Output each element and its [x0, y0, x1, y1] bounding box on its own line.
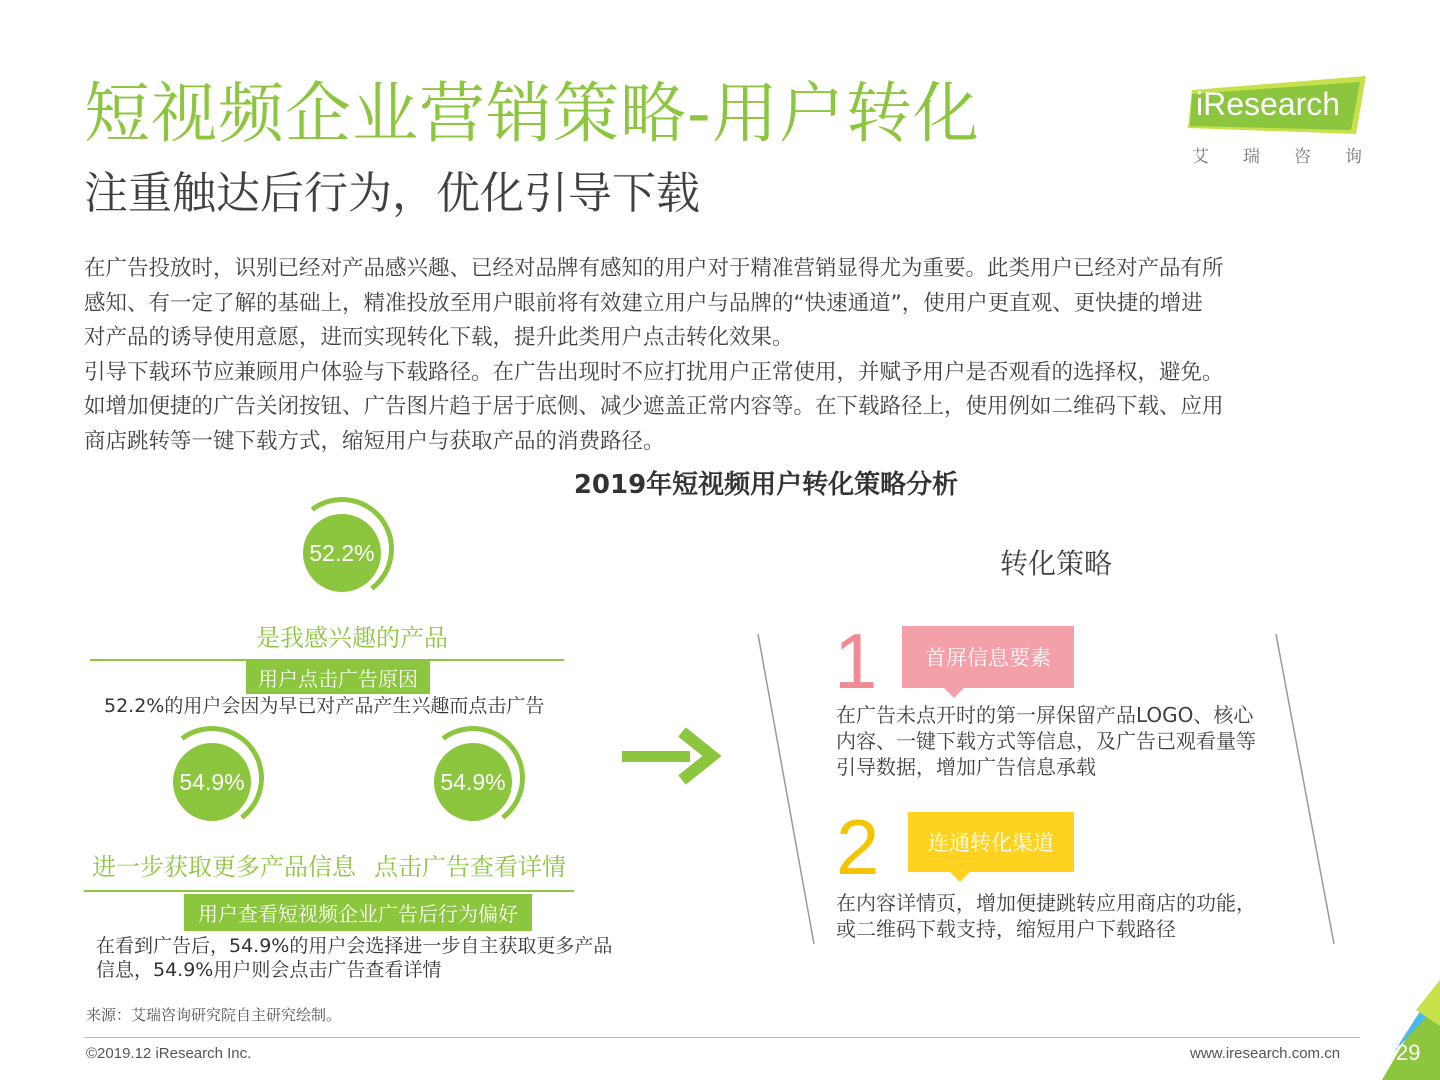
- strategy-number: 1: [834, 617, 878, 705]
- strategy-tag-first-screen: [902, 626, 1074, 688]
- page-subtitle: 注重触达后行为，优化引导下载: [84, 168, 700, 219]
- section-desc-behavior-line: 信息，54.9%用户则会点击广告查看详情: [96, 959, 442, 981]
- intro-line: 引导下载环节应兼顾用户体验与下载路径。在广告出现时不应打扰用户正常使用，并赋予用户是否观看的选择权，避免。: [84, 359, 1224, 385]
- intro-text: [84, 252, 1374, 459]
- strategy-desc-line: 或二维码下载支持，缩短用户下载路径: [836, 917, 1176, 941]
- strategy-tag-label: 首屏信息要素: [925, 646, 1051, 670]
- copyright: ©2019.12 iResearch Inc.: [86, 1045, 252, 1062]
- strategy-number: 2: [836, 803, 880, 891]
- logo-chinese-text: 艾瑞咨询: [1192, 147, 1396, 167]
- stat-label-more-info: 进一步获取更多产品信息: [92, 853, 356, 881]
- intro-line: 如增加便捷的广告关闭按钮、广告图片趋于居于底侧、减少遮盖正常内容等。在下载路径上，使用例如二维码下载、应用: [84, 394, 1224, 419]
- section-banner-behavior: 用户查看短视频企业广告后行为偏好: [184, 894, 532, 931]
- logo-brand-text: iResearch: [1196, 86, 1341, 122]
- right-arrow-icon: [620, 728, 722, 786]
- strategy-desc-line: 引导数据，增加广告信息承载: [836, 755, 1096, 779]
- stat-circle-more-info: 54.9%: [173, 743, 251, 821]
- website-link: www.iresearch.com.cn: [1190, 1045, 1341, 1062]
- stat-circle-interest: 52.2%: [303, 514, 381, 592]
- strategy-desc-line: 内容、一键下载方式等信息，及广告已观看量等: [836, 729, 1256, 753]
- strategy-desc-line: 在广告未点开时的第一屏保留产品LOGO、核心: [836, 703, 1254, 727]
- iresearch-logo: [1188, 76, 1396, 168]
- source-note: 来源：艾瑞咨询研究院自主研究绘制。: [86, 1006, 342, 1024]
- divider: [84, 890, 574, 892]
- section-title: 2019年短视频用户转化策略分析: [573, 470, 959, 500]
- intro-line: 商店跳转等一键下载方式，缩短用户与获取产品的消费路径。: [84, 428, 665, 454]
- strategy-tag-label: 连通转化渠道: [928, 831, 1054, 855]
- strategy-desc-line: 在内容详情页，增加便捷跳转应用商店的功能，: [836, 891, 1256, 915]
- intro-line: 感知、有一定了解的基础上，精准投放至用户眼前将有效建立用户与品牌的“快速通道”，使用户更直观、更快捷的增进: [84, 290, 1203, 316]
- strategy-tag-conversion-channel: [908, 812, 1074, 872]
- stat-label-interest: 是我感兴趣的产品: [256, 624, 448, 652]
- intro-line: 对产品的诱导使用意愿，进而实现转化下载，提升此类用户点击转化效果。: [84, 325, 794, 350]
- page-title: 短视频企业营销策略-用户转化: [84, 75, 980, 152]
- tag-pointer: [950, 872, 970, 882]
- stat-label-details: 点击广告查看详情: [374, 853, 566, 881]
- tag-pointer: [944, 688, 964, 698]
- section-banner-click-reason: 用户点击广告原因: [246, 661, 430, 694]
- page-number: 29: [1396, 1040, 1421, 1065]
- intro-line: 在广告投放时，识别已经对产品感兴趣、已经对品牌有感知的用户对于精准营销显得尤为重要。此类用户已经对产品有所: [84, 256, 1224, 281]
- footer-divider: [84, 1037, 1360, 1038]
- strategy-title: 转化策略: [1000, 547, 1113, 580]
- section-desc-behavior-line: 在看到广告后，54.9%的用户会选择进一步自主获取更多产品: [96, 935, 613, 957]
- section-desc-click-reason: 52.2%的用户会因为早已对产品产生兴趣而点击广告: [104, 695, 545, 717]
- stat-circle-details: 54.9%: [434, 743, 512, 821]
